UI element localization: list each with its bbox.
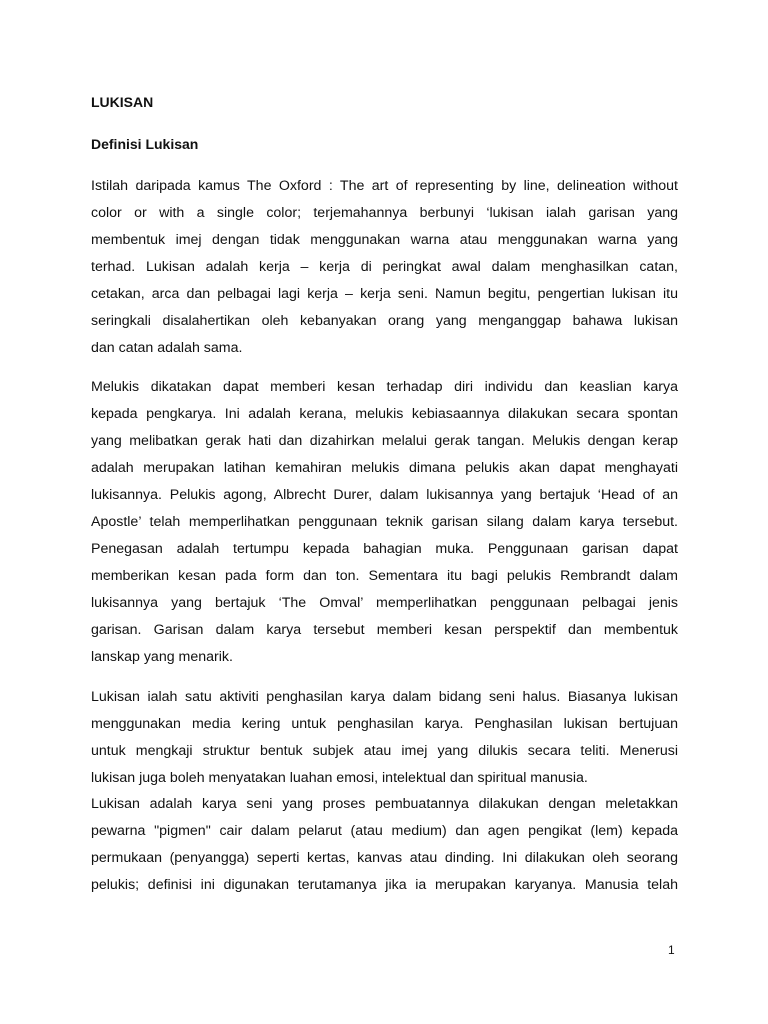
paragraph-4 [91, 791, 678, 899]
text-line: seringkali disalahertikan oleh kebanyakan orang yang menganggap bahawa lukisan [91, 313, 678, 329]
text-line: garisan. Garisan dalam karya tersebut memberi kesan perspektif dan membentuk [91, 622, 678, 638]
text-line: lukisannya yang bertajuk ‘The Omval’ memperlihatkan penggunaan pelbagai jenis [91, 595, 678, 611]
paragraph-2 [91, 374, 678, 671]
text-line: memberikan kesan pada form dan ton. Sementara itu bagi pelukis Rembrandt dalam [91, 568, 678, 584]
section-heading: Definisi Lukisan [91, 136, 199, 152]
text-line: Penegasan adalah tertumpu kepada bahagian muka. Penggunaan garisan dapat [91, 541, 678, 557]
text-line: untuk mengkaji struktur bentuk subjek atau imej yang dilukis secara teliti. Menerusi [91, 743, 678, 759]
text-line: Lukisan ialah satu aktiviti penghasilan karya dalam bidang seni halus. Biasanya lukisan [91, 689, 678, 705]
text-line: cetakan, arca dan pelbagai lagi kerja – kerja seni. Namun begitu, pengertian lukisan itu [91, 286, 678, 302]
text-line: Apostle’ telah memperlihatkan penggunaan teknik garisan silang dalam karya tersebut. [91, 514, 678, 530]
text-line: lukisan juga boleh menyatakan luahan emosi, intelektual dan spiritual manusia. [91, 770, 588, 786]
text-line: kepada pengkarya. Ini adalah kerana, melukis kebiasaannya dilakukan secara spontan [91, 406, 678, 422]
text-line: permukaan (penyangga) seperti kertas, kanvas atau dinding. Ini dilakukan oleh seorang [91, 850, 678, 866]
page-number: 1 [668, 943, 675, 957]
text-line: pewarna "pigmen" cair dalam pelarut (atau medium) dan agen pengikat (lem) kepada [91, 823, 678, 839]
document-title: LUKISAN [91, 94, 154, 110]
paragraph-3 [91, 684, 678, 792]
text-line: yang melibatkan gerak hati dan dizahirkan melalui gerak tangan. Melukis dengan kerap [91, 433, 678, 449]
text-line: Melukis dikatakan dapat memberi kesan terhadap diri individu dan keaslian karya [91, 379, 678, 395]
text-line: menggunakan media kering untuk penghasilan karya. Penghasilan lukisan bertujuan [91, 716, 678, 732]
text-line: adalah merupakan latihan kemahiran melukis dimana pelukis akan dapat menghayati [91, 460, 678, 476]
text-line: lanskap yang menarik. [91, 649, 233, 665]
text-line: lukisannya. Pelukis agong, Albrecht Durer, dalam lukisannya yang bertajuk ‘Head of an [91, 487, 678, 503]
paragraph-1 [91, 173, 678, 362]
text-line: color or with a single color; terjemahannya berbunyi ‘lukisan ialah garisan yang [91, 205, 678, 221]
text-line: dan catan adalah sama. [91, 340, 243, 356]
text-line: Lukisan adalah karya seni yang proses pembuatannya dilakukan dengan meletakkan [91, 796, 678, 812]
text-line: pelukis; definisi ini digunakan terutamanya jika ia merupakan karyanya. Manusia telah [91, 877, 678, 893]
text-line: Istilah daripada kamus The Oxford : The art of representing by line, delineation without [91, 178, 678, 194]
text-line: terhad. Lukisan adalah kerja – kerja di peringkat awal dalam menghasilkan catan, [91, 259, 678, 275]
text-line: membentuk imej dengan tidak menggunakan warna atau menggunakan warna yang [91, 232, 678, 248]
